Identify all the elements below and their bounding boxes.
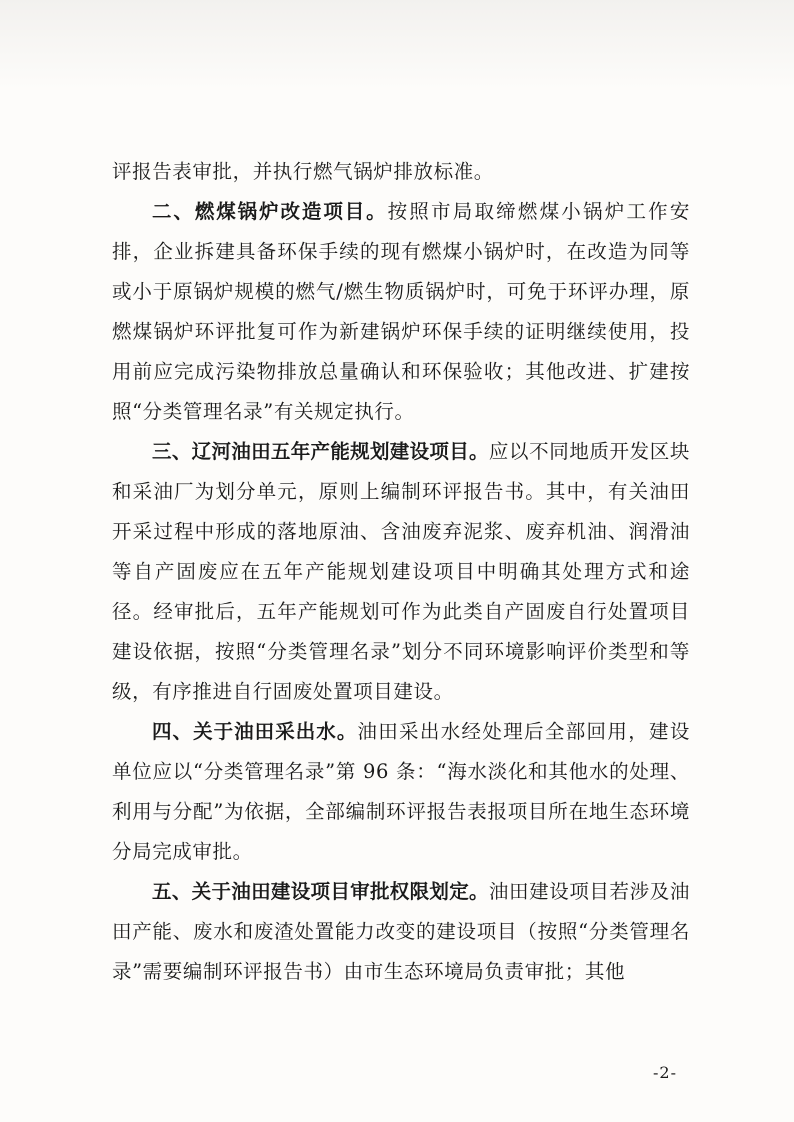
paragraph-text: 评报告表审批，并执行燃气锅炉排放标准。 <box>112 160 494 183</box>
page-number: -2- <box>653 1063 677 1082</box>
paragraph-continuation <box>112 152 690 192</box>
section-heading: 五、关于油田建设项目审批权限划定。 <box>152 880 489 903</box>
paragraph-liaohe-oilfield <box>112 432 690 712</box>
document-body <box>112 152 690 992</box>
paragraph-coal-boiler <box>112 192 690 432</box>
paragraph-text: 油田建设项目若涉及油田产能、废水和废渣处置能力改变的建设项目（按照“分类管理名录”需要编制环评报告书）由市生态环境局负责审批；其他 <box>112 880 690 983</box>
paragraph-text: 应以不同地质开发区块和采油厂为划分单元，原则上编制环评报告书。其中，有关油田开采过程中形成的落地原油、含油废弃泥浆、废弃机油、润滑油等自产固废应在五年产能规划建设项目中明确其处理方式和途径。经审批后，五年产能规划可作为此类自产固废自行处置项目建设依据，按照“分类管理名录”划分不同环境影响评价类型和等级，有序推进自行固废处置项目建设。 <box>112 440 690 703</box>
paragraph-text: 油田采出水经处理后全部回用，建设单位应以“分类管理名录”第 96 条：“海水淡化和其他水的处理、利用与分配”为依据，全部编制环评报告表报项目所在地生态环境分局完成审批。 <box>112 720 690 863</box>
section-heading: 四、关于油田采出水。 <box>152 720 358 743</box>
paragraph-produced-water <box>112 712 690 872</box>
paragraph-approval-authority <box>112 872 690 992</box>
section-heading: 三、辽河油田五年产能规划建设项目。 <box>152 440 489 463</box>
section-heading: 二、燃煤锅炉改造项目。 <box>152 200 388 223</box>
scan-shading <box>0 0 794 90</box>
paragraph-text: 按照市局取缔燃煤小锅炉工作安排，企业拆建具备环保手续的现有燃煤小锅炉时，在改造为同等或小于原锅炉规模的燃气/燃生物质锅炉时，可免于环评办理，原燃煤锅炉环评批复可作为新建锅炉环保手续的证明继续使用，投用前应完成污染物排放总量确认和环保验收；其他改进、扩建按照“分类管理名录”有关规定执行。 <box>112 200 690 423</box>
